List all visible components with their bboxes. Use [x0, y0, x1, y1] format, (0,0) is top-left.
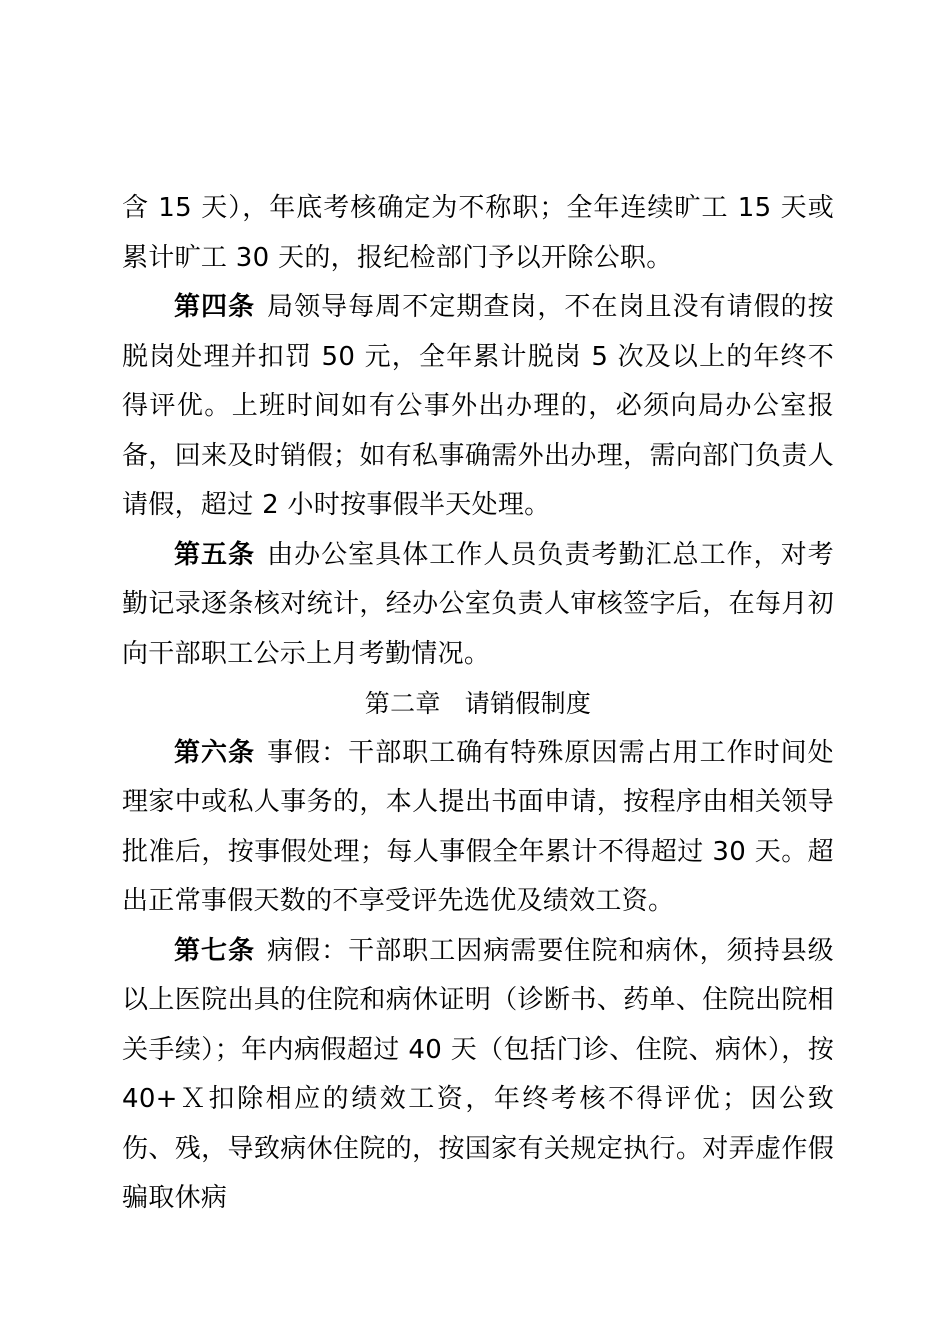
article-7-paragraph: [122, 927, 834, 1224]
chapter-number: 第二章: [364, 689, 441, 718]
article-5-text: 由办公室具体工作人员负责考勤汇总工作，对考勤记录逐条核对统计，经办公室负责人审核签字后，在每月初向干部职工公示上月考勤情况。: [122, 539, 834, 669]
document-body: [122, 184, 834, 1224]
continuation-paragraph: 含 15 天），年底考核确定为不称职；全年连续旷工 15 天或累计旷工 30 天的，报纪检部门予以开除公职。: [122, 193, 834, 273]
article-7-text: 病假：干部职工因病需要住院和病休，须持县级以上医院出具的住院和病休证明（诊断书、药单、住院出院相关手续）；年内病假超过 40 天（包括门诊、住院、病休），按 40+Ｘ扣除相应的绩效工资，年终考核不得评优；因公致伤、残，导致病休住院的，按国家有关规定执行。对弄虚作假骗取休病: [122, 935, 834, 1213]
article-6-text: 事假：干部职工确有特殊原因需占用工作时间处理家中或私人事务的，本人提出书面申请，按程序由相关领导批准后，按事假处理；每人事假全年累计不得超过 30 天。超出正常事假天数的不享受评先选优及绩效工资。: [122, 737, 834, 916]
article-5-paragraph: [122, 531, 834, 680]
article-5-number: 第五条: [174, 539, 256, 570]
chapter-heading: [122, 679, 834, 729]
article-4-number: 第四条: [174, 292, 256, 322]
article-4-paragraph: [122, 283, 834, 531]
article-7-number: 第七条: [174, 935, 256, 966]
chapter-title: 请销假制度: [464, 689, 592, 718]
article-4-text: 局领导每周不定期查岗，不在岗且没有请假的按脱岗处理并扣罚 50 元，全年累计脱岗 5 次及以上的年终不得评优。上班时间如有公事外出办理的，必须向局办公室报备，回来及时销假；如有私事确需外出办理，需向部门负责人请假，超过 2 小时按事假半天处理。: [122, 292, 834, 520]
article-6-number: 第六条: [174, 737, 256, 768]
article-6-paragraph: [122, 729, 834, 927]
